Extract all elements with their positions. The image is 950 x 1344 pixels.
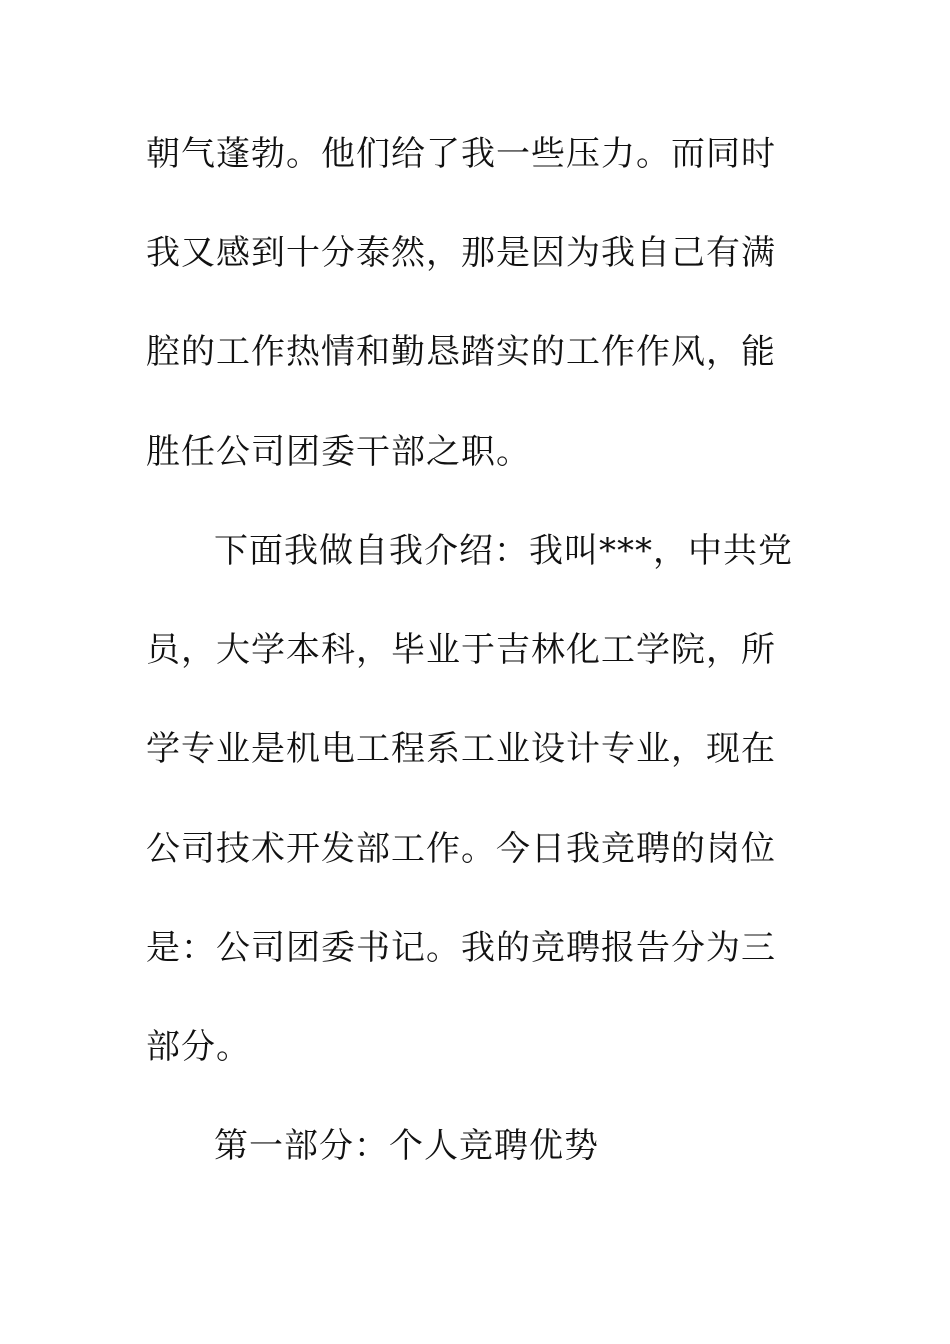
section-heading: 第一部分：个人竞聘优势 xyxy=(214,1126,599,1166)
paragraph-line: 员，大学本科，毕业于吉林化工学院，所 xyxy=(146,630,776,670)
paragraph-line: 是：公司团委书记。我的竞聘报告分为三 xyxy=(146,928,776,968)
paragraph-line: 下面我做自我介绍：我叫***，中共党 xyxy=(214,531,793,571)
paragraph-line: 朝气蓬勃。他们给了我一些压力。而同时 xyxy=(146,134,776,174)
paragraph-line: 胜任公司团委干部之职。 xyxy=(146,432,531,472)
paragraph-line: 腔的工作热情和勤恳踏实的工作作风，能 xyxy=(146,332,776,372)
paragraph-line: 部分。 xyxy=(146,1027,251,1067)
paragraph-line: 我又感到十分泰然，那是因为我自己有满 xyxy=(146,233,776,273)
paragraph-line: 学专业是机电工程系工业设计专业，现在 xyxy=(146,729,776,769)
paragraph-line: 公司技术开发部工作。今日我竞聘的岗位 xyxy=(146,829,776,869)
